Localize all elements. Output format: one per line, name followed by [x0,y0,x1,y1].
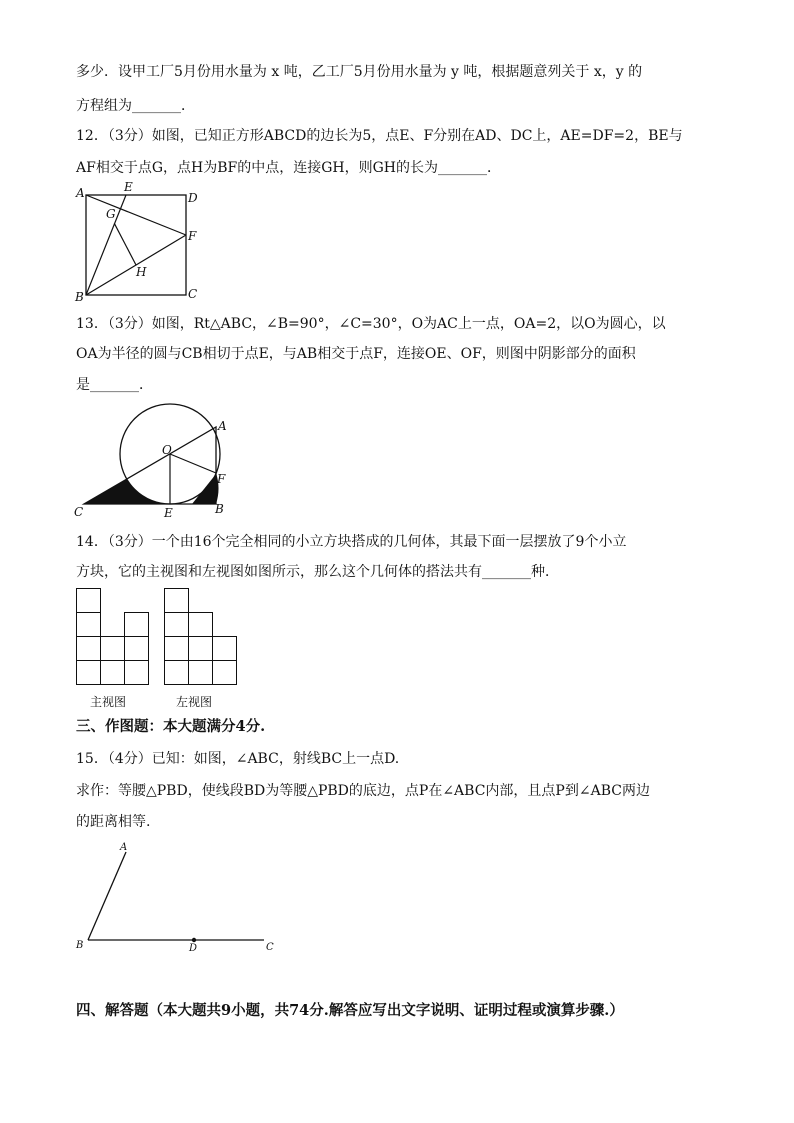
q12-label-e: E [124,180,133,194]
q15-angle-figure [74,840,284,956]
q12-label-a: A [76,186,85,200]
q12-label-f: F [188,229,197,243]
q12-text-line2: AF相交于点G，点H为BF的中点，连接GH，则GH的长为_______． [76,160,502,176]
q13-text-line2: OA为半径的圆与CB相切于点E，与AB相交于点F，连接OE、OF，则图中阴影部分的面积 [76,346,636,362]
q13-label-o: O [162,443,172,457]
q15-label-a: A [120,842,128,853]
q11-text-line1: 多少．设甲工厂5月份用水量为 x 吨，乙工厂5月份用水量为 y 吨，根据题意列关于 x，y 的 [76,64,643,80]
q14-front-view-caption: 主视图 [90,695,127,709]
section-3-title: 三、作图题：本大题满分4分. [76,718,266,735]
q13-label-c: C [74,505,84,519]
q12-label-b: B [75,290,84,304]
q13-circle-figure [74,400,244,524]
q15-text-line3: 的距离相等. [76,814,151,830]
section-4-title: 四、解答题（本大题共9小题，共74分.解答应写出文字说明、证明过程或演算步骤.） [76,1002,624,1019]
q14-front-view [76,588,152,690]
q14-text-line1: 14．（3分）一个由16个完全相同的小立方块搭成的几何体，其最下面一层摆放了9个小立 [76,534,627,550]
q12-label-d: D [188,191,198,205]
q12-label-c: C [188,287,198,301]
q13-label-e: E [164,506,173,520]
q13-label-a: A [218,419,227,433]
q13-label-f: F [217,472,226,486]
q14-left-view-caption: 左视图 [176,695,213,709]
q13-text-line1: 13．（3分）如图，Rt△ABC，∠B=90°，∠C=30°，O为AC上一点，OA=2，以O为圆心，以 [76,316,666,332]
q15-text-line1: 15．（4分）已知：如图，∠ABC，射线BC上一点D. [76,751,400,767]
q12-square-figure [74,182,214,304]
q14-text-line2: 方块，它的主视图和左视图如图所示，那么这个几何体的搭法共有_______种． [76,564,559,580]
q15-label-c: C [266,942,274,953]
q11-text-line2: 方程组为_______． [76,98,195,114]
q12-text-line1: 12．（3分）如图，已知正方形ABCD的边长为5，点E、F分别在AD、DC上，AE=DF=2，BE与 [76,128,683,144]
q12-label-h: H [136,265,147,279]
q12-label-g: G [106,207,116,221]
q15-label-b: B [76,940,84,951]
q13-label-b: B [215,502,224,516]
q14-left-view [164,588,240,690]
q15-label-d: D [189,943,198,954]
q13-shaded-region-left [84,479,170,504]
q13-text-line3: 是_______． [76,377,153,393]
q15-text-line2: 求作：等腰△PBD，使线段BD为等腰△PBD的底边，点P在∠ABC内部，且点P到∠ABC两边 [76,783,650,799]
